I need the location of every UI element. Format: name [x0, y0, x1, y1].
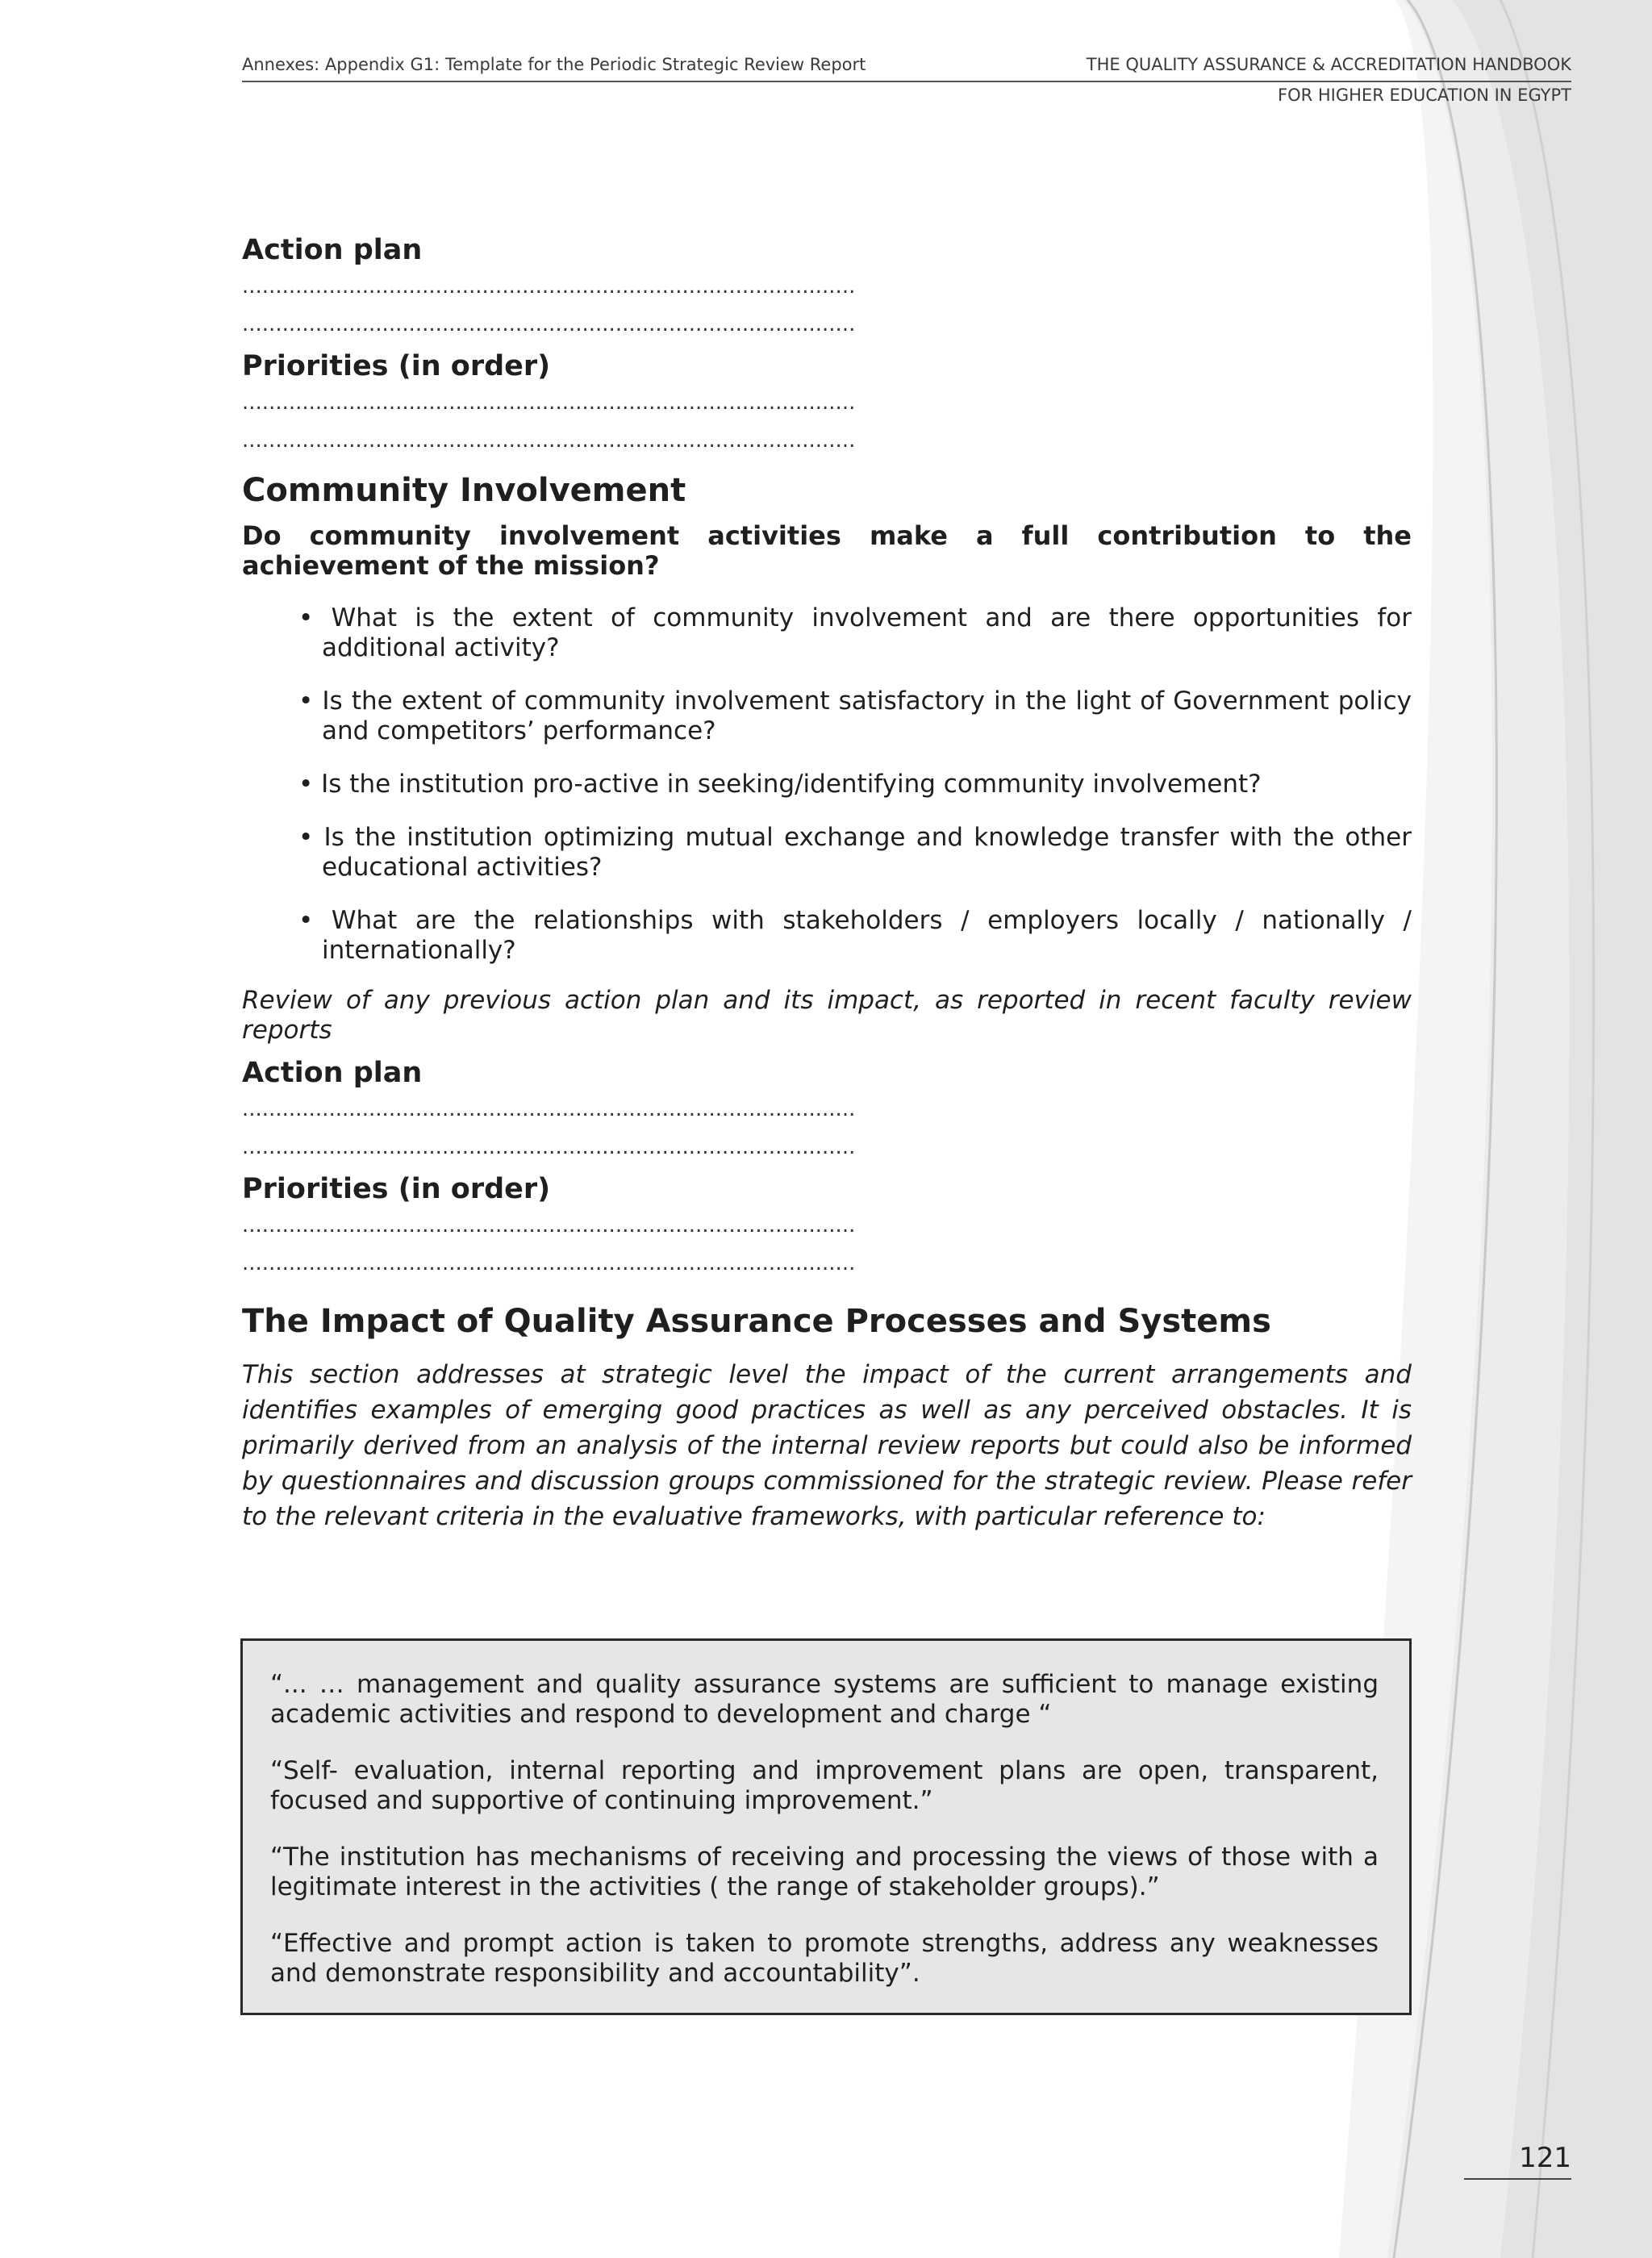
header-rule: [242, 81, 1571, 82]
fill-in-line: ............................................................................................: [242, 1251, 856, 1275]
fill-in-line: ............................................................................................: [242, 390, 856, 415]
criteria-quote-box: [240, 1638, 1412, 2015]
list-item: • Is the extent of community involvement satisfactory in the light of Government policy and competitors’ performance?: [298, 687, 1412, 745]
priorities-label: Priorities (in order): [242, 350, 551, 382]
list-item: • What is the extent of community involvement and are there opportunities for additional activity?: [298, 603, 1412, 662]
criteria-quote: “Effective and prompt action is taken to promote strengths, address any weaknesses and demonstrate responsibility and accountability”.: [270, 1929, 1379, 1988]
criteria-quote: “The institution has mechanisms of receiving and processing the views of those with a legitimate interest in the activities ( the range of stakeholder groups).”: [270, 1843, 1379, 1901]
community-bullet-list: [242, 603, 1412, 966]
community-priorities-section: [242, 1171, 1412, 1283]
page-number: 121: [1519, 2142, 1571, 2174]
community-question: Do community involvement activities make a full contribution to the achievement of the mission?: [242, 520, 1412, 581]
community-involvement-heading: Community Involvement: [242, 472, 686, 509]
priorities-label: Priorities (in order): [242, 1173, 551, 1205]
action-plan-label: Action plan: [242, 234, 423, 266]
main-content: [242, 232, 1412, 1534]
fill-in-line: ............................................................................................: [242, 1097, 856, 1121]
list-item: • Is the institution optimizing mutual exchange and knowledge transfer with the other educational activities?: [298, 823, 1412, 882]
page-number-rule: [1464, 2178, 1571, 2180]
fill-in-line: ............................................................................................: [242, 274, 856, 298]
action-plan-label: Action plan: [242, 1057, 423, 1089]
fill-in-line: ............................................................................................: [242, 1135, 856, 1159]
criteria-quote: “Self- evaluation, internal reporting and improvement plans are open, transparent, focused and supportive of continuing improvement.”: [270, 1756, 1379, 1815]
criteria-quote: “... … management and quality assurance systems are sufficient to manage existing academic activities and respond to development and charge “: [270, 1670, 1379, 1729]
running-header-right: THE QUALITY ASSURANCE & ACCREDITATION HANDBOOK: [1086, 55, 1571, 74]
running-header-right-subtitle: FOR HIGHER EDUCATION IN EGYPT: [1278, 86, 1571, 105]
list-item: • Is the institution pro-active in seeking/identifying community involvement?: [298, 770, 1262, 799]
list-item: • What are the relationships with stakeholders / employers locally / nationally / internationally?: [298, 906, 1412, 965]
fill-in-line: ............................................................................................: [242, 1213, 856, 1238]
running-header-left: Annexes: Appendix G1: Template for the Periodic Strategic Review Report: [242, 55, 866, 74]
impact-intro: This section addresses at strategic level the impact of the current arrangements and identifies examples of emerging good practices as well as any perceived obstacles. It is primarily derived from an analysis of the internal review reports but could also be informed by questionnaires and discussion groups commissioned for the strategic review. Please refer to the relevant criteria in the evaluative frameworks, with particular reference to:: [242, 1360, 1412, 1531]
review-note: Review of any previous action plan and its impact, as reported in recent faculty review reports: [242, 986, 1412, 1045]
impact-heading: The Impact of Quality Assurance Processes and Systems: [242, 1303, 1271, 1340]
community-action-plan-section: [242, 1055, 1412, 1167]
action-plan-section: [242, 232, 1412, 344]
fill-in-line: ............................................................................................: [242, 428, 856, 453]
fill-in-line: ............................................................................................: [242, 312, 856, 336]
priorities-section: [242, 349, 1412, 460]
